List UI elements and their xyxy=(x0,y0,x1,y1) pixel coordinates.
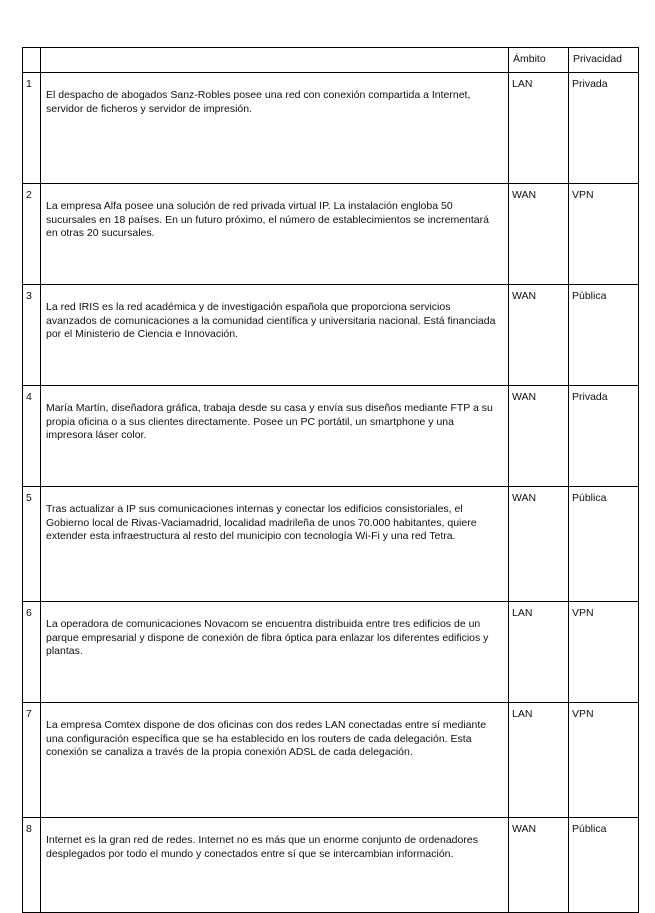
row-description: El despacho de abogados Sanz-Robles posee una red con conexión compartida a Internet, servidor de ficheros y servidor de impresión. xyxy=(41,73,509,184)
row-description: La operadora de comunicaciones Novacom se encuentra distribuida entre tres edificios de un parque empresarial y dispone de conexión de fibra óptica para enlazar los diferentes edificios y plantas. xyxy=(41,602,509,703)
header-privacidad: Privacidad xyxy=(569,48,639,73)
table-row xyxy=(23,818,639,913)
row-number: 5 xyxy=(23,487,41,602)
header-number-cell xyxy=(23,48,41,73)
row-description: La red IRIS es la red académica y de investigación española que proporciona servicios avanzados de comunicaciones a la comunidad científica y universitaria nacional. Está financiada por el Ministerio de Ciencia e Innovación. xyxy=(41,285,509,386)
row-ambito: WAN xyxy=(509,285,569,386)
network-classification-table xyxy=(22,47,639,913)
row-number: 1 xyxy=(23,73,41,184)
row-description: La empresa Comtex dispone de dos oficinas con dos redes LAN conectadas entre sí mediante una configuración específica que se ha establecido en los routers de cada delegación. Esta conexión se canaliza a través de la propia conexión ADSL de cada delegación. xyxy=(41,703,509,818)
row-number: 2 xyxy=(23,184,41,285)
row-privacidad: Pública xyxy=(569,487,639,602)
row-ambito: LAN xyxy=(509,73,569,184)
row-description: María Martín, diseñadora gráfica, trabaja desde su casa y envía sus diseños mediante FTP a su propia oficina o a sus clientes directamente. Posee un PC portátil, un smartphone y una impresora láser color. xyxy=(41,386,509,487)
row-ambito: WAN xyxy=(509,184,569,285)
row-number: 3 xyxy=(23,285,41,386)
row-description: Tras actualizar a IP sus comunicaciones internas y conectar los edificios consistoriales, el Gobierno local de Rivas-Vaciamadrid, localidad madrileña de unos 70.000 habitantes, quiere extender esta infraestructura al resto del municipio con tecnología Wi-Fi y una red Tetra. xyxy=(41,487,509,602)
table-row xyxy=(23,602,639,703)
row-ambito: WAN xyxy=(509,818,569,913)
row-privacidad: Pública xyxy=(569,285,639,386)
row-number: 6 xyxy=(23,602,41,703)
header-description-cell xyxy=(41,48,509,73)
row-ambito: LAN xyxy=(509,602,569,703)
row-privacidad: VPN xyxy=(569,703,639,818)
row-ambito: WAN xyxy=(509,487,569,602)
row-privacidad: Privada xyxy=(569,386,639,487)
header-ambito: Ámbito xyxy=(509,48,569,73)
table-row xyxy=(23,386,639,487)
row-number: 7 xyxy=(23,703,41,818)
table-row xyxy=(23,285,639,386)
table-row xyxy=(23,703,639,818)
table-row xyxy=(23,73,639,184)
row-ambito: WAN xyxy=(509,386,569,487)
row-privacidad: VPN xyxy=(569,602,639,703)
table-header-row xyxy=(23,48,639,73)
row-number: 4 xyxy=(23,386,41,487)
row-number: 8 xyxy=(23,818,41,913)
row-description: Internet es la gran red de redes. Internet no es más que un enorme conjunto de ordenadores desplegados por todo el mundo y conectados entre sí que se intercambian información. xyxy=(41,818,509,913)
row-privacidad: Privada xyxy=(569,73,639,184)
row-description: La empresa Alfa posee una solución de red privada virtual IP. La instalación engloba 50 sucursales en 18 países. En un futuro próximo, el número de establecimientos se incrementará en otras 20 sucursales. xyxy=(41,184,509,285)
row-privacidad: Pública xyxy=(569,818,639,913)
table-row xyxy=(23,184,639,285)
row-privacidad: VPN xyxy=(569,184,639,285)
row-ambito: LAN xyxy=(509,703,569,818)
table-row xyxy=(23,487,639,602)
